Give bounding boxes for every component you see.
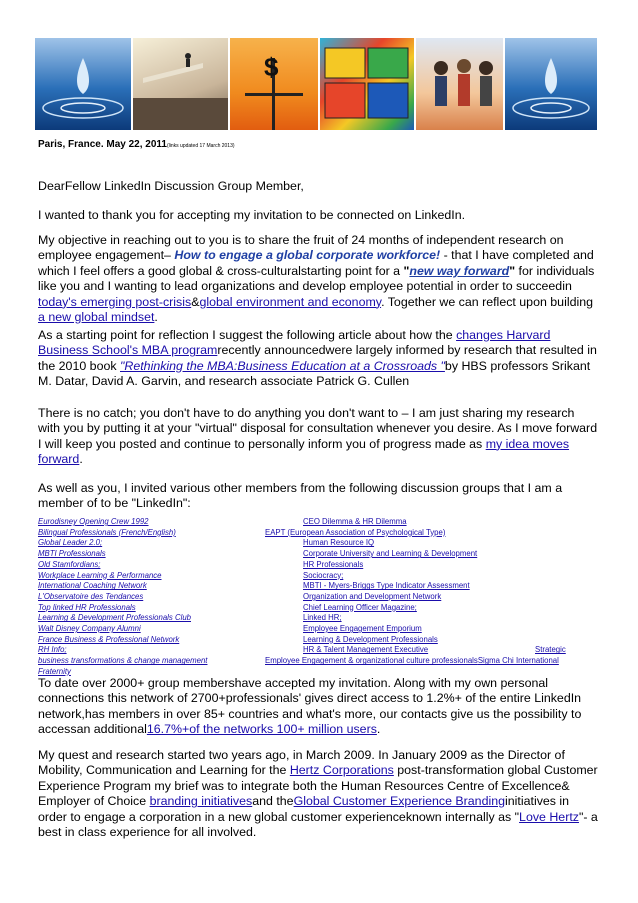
group-link[interactable]: Bilingual Professionals (French/English) [38, 527, 176, 537]
text: To date over 2000+ group membershave accepted my invitation. Along with my own personal connections this network of 2700+professionals' gives direct access to 1.2%+ of the entire LinkedIn network,has members in over 85+ countries and what's more, our contacts give us the possibility to accessan additional [38, 676, 582, 737]
text: . Together we can reflect upon building [381, 294, 594, 309]
paragraph-1 [38, 208, 598, 223]
header-banner [35, 38, 597, 130]
text: My quest and research started two years ago, in March 2009. In January 2009 as the Director of Mobility, Communication and Learning for the [38, 748, 565, 778]
paragraph-3 [38, 328, 598, 390]
dateline-main: Paris, France. May 22, 2011 [38, 139, 167, 150]
text: - that I have completed and which I feel offers a good global & cross-culturalstarting point for a [38, 248, 594, 278]
groups-left-column [38, 517, 207, 678]
text: & [191, 294, 200, 309]
text: post-transformation global Customer Experience Program my brief was to integrate both the Human Resources Centre of Excellence& Employer of Choice [38, 763, 598, 809]
greeting-text: DearFellow LinkedIn Discussion Group Member, [38, 179, 304, 193]
hbs-mba-changes-link[interactable]: changes Harvard Business School's MBA program [38, 328, 551, 358]
group-link[interactable]: Employee Engagement Emporium [303, 624, 422, 634]
emerging-post-crisis-link[interactable]: today's emerging post-crisis [38, 294, 192, 309]
text: recently announcedwere largely informed by research that resulted in the 2010 book [38, 343, 597, 373]
paragraph-5 [38, 481, 598, 512]
svg-text:$: $ [264, 52, 279, 82]
text: by HBS professors Srikant M. Datar, David A. Garvin, and research associate Patrick G. Cullen [38, 358, 591, 389]
group-link[interactable]: Learning & Development Professionals Club [38, 613, 191, 623]
group-link[interactable]: Top linked HR Professionals [38, 602, 136, 612]
group-link[interactable]: Old Stamfordians; [38, 559, 101, 569]
branding-initiatives-link[interactable]: branding initiatives [149, 794, 253, 809]
groups-right-column [265, 517, 566, 667]
puzzle-icon [320, 38, 414, 130]
group-link[interactable]: HR & Talent Management Executive [303, 645, 429, 655]
paragraph-2 [38, 233, 598, 325]
group-link[interactable]: MBTI - Myers-Briggs Type Indicator Assessment [303, 581, 470, 591]
million-users-link[interactable]: 16.7%+of the networks 100+ million users [146, 722, 377, 737]
group-link[interactable]: CEO Dilemma & HR Dilemma [303, 517, 407, 526]
dateline [38, 139, 235, 150]
weathervane-image [230, 38, 318, 130]
group-link[interactable]: Strategic [535, 645, 566, 655]
people-icon [416, 38, 504, 130]
group-link[interactable]: HR Professionals [303, 559, 364, 569]
group-link[interactable]: Sociocracy; [303, 570, 344, 580]
people-image [416, 38, 504, 130]
highlight-text: How to engage a global corporate workforce! [174, 248, 441, 263]
group-link[interactable]: Employee Engagement & organizational culture professionals [265, 656, 478, 666]
text: "- a best in class experience for all involved. [38, 809, 598, 840]
dateline-note: (links updated 17 March 2013) [166, 143, 235, 149]
water-drop-image [505, 38, 597, 130]
water-drop-image [35, 38, 131, 130]
group-link[interactable]: business transformations & change management [38, 656, 208, 666]
rethinking-mba-book-link[interactable]: "Rethinking the MBA:Business Education at a Crossroads " [120, 358, 445, 373]
group-link[interactable]: Walt Disney Company Alumni [38, 624, 141, 634]
hertz-corporations-link[interactable]: Hertz Corporations [289, 763, 394, 778]
text: . [79, 452, 83, 467]
greeting [38, 179, 598, 194]
text: My objective in reaching out to you is to share the fruit of 24 months of independent research on employee engagement– [38, 233, 564, 263]
love-hertz-link[interactable]: Love Hertz [519, 809, 579, 824]
group-link[interactable]: Sigma Chi International [477, 656, 559, 666]
groups-intro-text: As well as you, I invited various other members from the following discussion groups that I am a member of to be "LinkedIn": [38, 481, 563, 511]
group-link[interactable]: Fraternity [38, 666, 71, 676]
bridge-icon [133, 38, 229, 130]
group-link[interactable]: EAPT (European Association of Psychological Type) [265, 527, 446, 537]
text: for individuals like you and I wanting to lead organizations and develop employee potential in order to succeedin [38, 263, 595, 294]
text: initiatives in order to engage a corporation in a new global customer experienceknown internally as " [38, 794, 570, 824]
puzzle-image [320, 38, 414, 130]
text: . [154, 310, 158, 325]
group-link[interactable]: France Business & Professional Network [38, 634, 180, 644]
dollar-weathervane-icon [230, 38, 318, 130]
quote-mark: " [509, 263, 516, 278]
global-mindset-link[interactable]: a new global mindset [38, 310, 155, 325]
global-environment-link[interactable]: global environment and economy [199, 294, 382, 309]
group-link[interactable]: Corporate University and Learning & Development [303, 549, 478, 559]
group-link[interactable]: Chief Learning Officer Magazine; [303, 602, 417, 612]
group-link[interactable]: Workplace Learning & Performance [38, 570, 162, 580]
group-link[interactable]: RH Info; [38, 645, 67, 655]
water-drop-icon [505, 38, 597, 130]
group-link[interactable]: Eurodisney Opening Crew 1992 [38, 517, 149, 526]
group-link[interactable]: Learning & Development Professionals [303, 634, 438, 644]
group-link[interactable]: Global Leader 2.0; [38, 538, 103, 548]
group-link[interactable]: International Coaching Network [38, 581, 147, 591]
thank-you-text: I wanted to thank you for accepting my invitation to be connected on LinkedIn. [38, 208, 466, 222]
new-way-forward-link[interactable]: new way forward [409, 263, 510, 278]
quote-mark: " [403, 263, 410, 278]
paragraph-4 [38, 406, 598, 468]
group-link[interactable]: Linked HR; [303, 613, 342, 623]
global-customer-experience-link[interactable]: Global Customer Experience Branding [293, 794, 506, 809]
text: . [376, 722, 381, 737]
group-link[interactable]: L'Observatoire des Tendances [38, 591, 144, 601]
text: and the [252, 794, 294, 809]
paragraph-7 [38, 748, 598, 840]
my-idea-link[interactable]: my idea moves forward [38, 436, 570, 467]
group-link[interactable]: MBTI Professionals [38, 549, 106, 559]
text: There is no catch; you don't have to do anything you don't want to – I am just sharing my research with you by putting it at your "virtual" disposal for consultation whenever you desire. As I move forward I will keep you posted and continue to personally inform you of progress made as [38, 406, 598, 451]
group-link[interactable]: Organization and Development Network [303, 591, 442, 601]
text: As a starting point for reflection I suggest the following article about how the [38, 328, 457, 342]
water-drop-icon [35, 38, 131, 130]
bridge-image [133, 38, 229, 130]
paragraph-6 [38, 676, 598, 738]
group-link[interactable]: Human Resource IQ [303, 538, 375, 548]
